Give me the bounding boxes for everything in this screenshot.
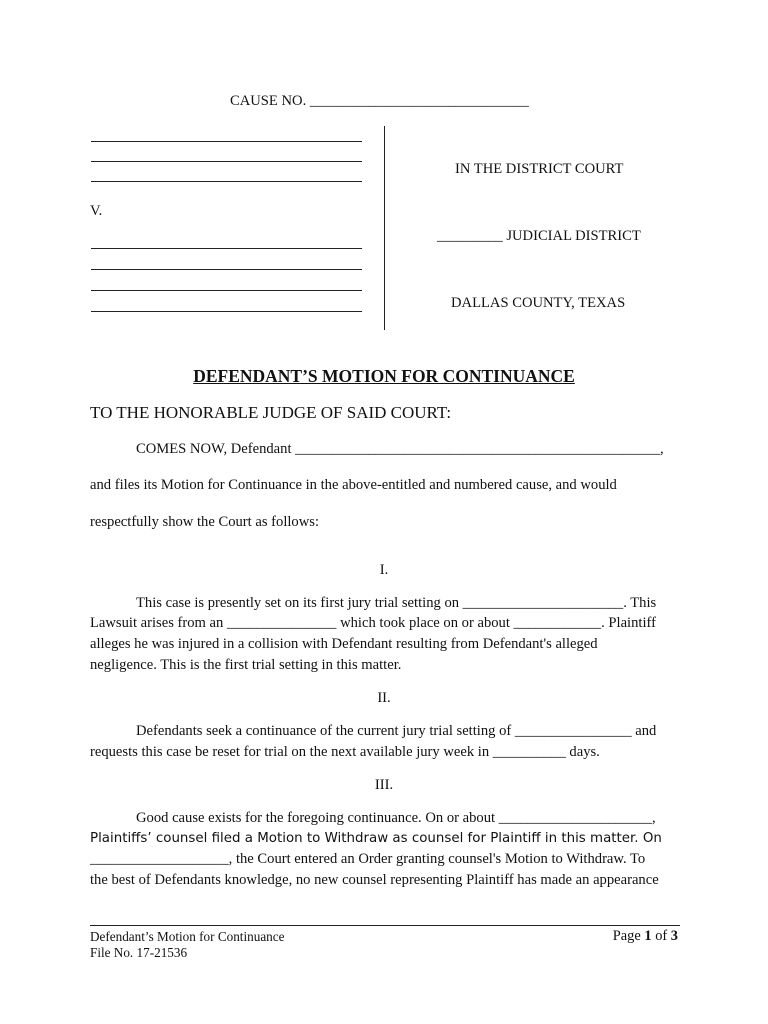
caption-blank-line (91, 141, 362, 142)
section-number: II. (377, 690, 391, 706)
document-title: DEFENDANT’S MOTION FOR CONTINUANCE (193, 366, 575, 386)
intro-line: respectfully show the Court as follows: (90, 514, 320, 530)
versus-label: V. (90, 203, 103, 219)
caption-divider (384, 126, 385, 330)
footer-document-title: Defendant’s Motion for Continuance (90, 929, 285, 944)
caption-blank-line (91, 311, 362, 312)
section-number: III. (374, 777, 394, 793)
paragraph-line: Defendants seek a continuance of the current jury trial setting of ________________ and (136, 723, 657, 739)
page-indicator (613, 928, 678, 945)
paragraph-line: alleges he was injured in a collision with Defendant resulting from Defendant's alleged (90, 636, 598, 652)
caption-blank-line (91, 269, 362, 270)
paragraph-line: Plaintiffs’ counsel filed a Motion to Withdraw as counsel for Plaintiff in this matter. On (90, 831, 662, 846)
section-number: I. (379, 562, 389, 578)
paragraph-line: requests this case be reset for trial on the next available jury week in __________ days. (90, 744, 600, 760)
intro-line: and files its Motion for Continuance in the above-entitled and numbered cause, and would (90, 477, 617, 493)
paragraph-line: Good cause exists for the foregoing continuance. On or about _____________________, (136, 810, 656, 826)
intro-line: COMES NOW, Defendant __________________________________________________, (136, 441, 664, 457)
footer-divider (90, 925, 680, 926)
cause-number: CAUSE NO. ______________________________ (230, 93, 529, 109)
county-state: DALLAS COUNTY, TEXAS (451, 295, 626, 311)
page-of: of (655, 928, 668, 944)
footer-file-number: File No. 17-21536 (90, 945, 188, 960)
court-name: IN THE DISTRICT COURT (455, 161, 624, 177)
page-label: Page (612, 928, 641, 944)
caption-blank-line (91, 248, 362, 249)
caption-blank-line (91, 161, 362, 162)
judicial-district: _________ JUDICIAL DISTRICT (437, 228, 641, 244)
paragraph-line: Lawsuit arises from an _______________ which took place on or about ____________. Plaintiff (90, 615, 656, 631)
paragraph-line: This case is presently set on its first jury trial setting on ______________________. This (136, 595, 657, 611)
paragraph-line: the best of Defendants knowledge, no new counsel representing Plaintiff has made an appearance (90, 872, 659, 888)
paragraph-line: negligence. This is the first trial setting in this matter. (90, 657, 402, 673)
page-total: 3 (670, 928, 678, 944)
caption-blank-line (91, 181, 362, 182)
addressee: TO THE HONORABLE JUDGE OF SAID COURT: (90, 403, 452, 422)
caption-blank-line (91, 290, 362, 291)
page-current: 1 (644, 928, 652, 944)
paragraph-line: ___________________, the Court entered an Order granting counsel's Motion to Withdraw. To (90, 851, 646, 867)
